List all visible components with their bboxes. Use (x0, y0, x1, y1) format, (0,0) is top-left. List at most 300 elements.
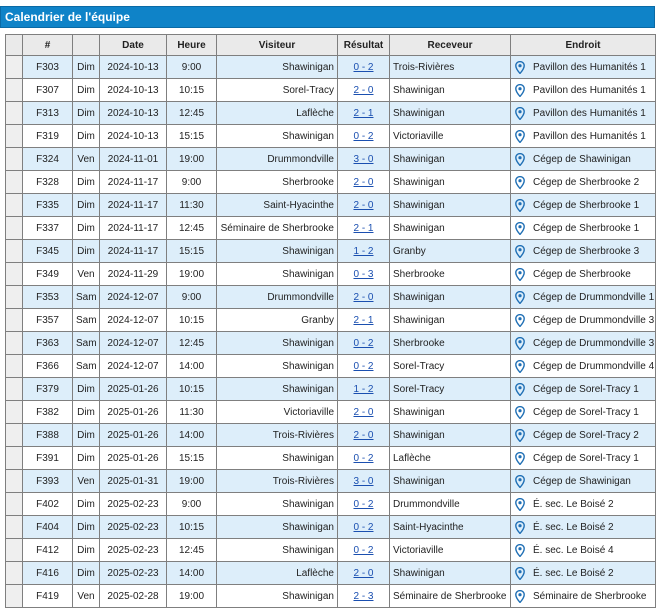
game-date: 2025-01-26 (100, 447, 167, 470)
location-name: Cégep de Sherbrooke 2 (533, 176, 640, 188)
location-cell (511, 148, 656, 171)
visitor-team: Sherbrooke (217, 171, 338, 194)
map-pin-icon[interactable] (515, 153, 527, 166)
row-select-cell (6, 493, 23, 516)
result-cell (338, 493, 390, 516)
location-name: Cégep de Shawinigan (533, 153, 631, 165)
game-date: 2025-02-28 (100, 585, 167, 608)
map-pin-icon[interactable] (515, 199, 527, 212)
location-cell (511, 585, 656, 608)
location-name: Cégep de Drummondville 3 (533, 337, 655, 349)
result-cell (338, 125, 390, 148)
game-time: 14:00 (167, 355, 217, 378)
game-number: F366 (23, 355, 73, 378)
result-cell (338, 332, 390, 355)
header-location: Endroit (511, 35, 656, 56)
location-name: Pavillon des Humanités 1 (533, 61, 646, 73)
row-select-cell (6, 240, 23, 263)
location-name: É. sec. Le Boisé 4 (533, 544, 614, 556)
game-date: 2024-10-13 (100, 125, 167, 148)
game-time: 14:00 (167, 562, 217, 585)
home-team: Shawinigan (390, 309, 511, 332)
location-name: Cégep de Sherbrooke 1 (533, 199, 640, 211)
location-cell (511, 447, 656, 470)
visitor-team: Victoriaville (217, 401, 338, 424)
game-number: F335 (23, 194, 73, 217)
table-row (6, 355, 656, 378)
game-date: 2024-11-17 (100, 217, 167, 240)
visitor-team: Shawinigan (217, 585, 338, 608)
game-day: Dim (73, 79, 100, 102)
location-cell (511, 401, 656, 424)
map-pin-icon[interactable] (515, 521, 527, 534)
result-link[interactable]: 0 - 2 (353, 61, 374, 73)
home-team: Laflèche (390, 447, 511, 470)
table-row (6, 171, 656, 194)
visitor-team: Drummondville (217, 286, 338, 309)
location-cell (511, 493, 656, 516)
row-select-cell (6, 309, 23, 332)
location-name: É. sec. Le Boisé 2 (533, 498, 614, 510)
header-home: Receveur (390, 35, 511, 56)
map-pin-icon[interactable] (515, 61, 527, 74)
location-cell (511, 171, 656, 194)
row-select-cell (6, 102, 23, 125)
table-row (6, 401, 656, 424)
visitor-team: Laflèche (217, 102, 338, 125)
row-select-cell (6, 171, 23, 194)
game-number: F324 (23, 148, 73, 171)
home-team: Shawinigan (390, 194, 511, 217)
game-number: F404 (23, 516, 73, 539)
game-time: 11:30 (167, 194, 217, 217)
result-cell (338, 355, 390, 378)
game-time: 9:00 (167, 493, 217, 516)
header-day (73, 35, 100, 56)
game-number: F419 (23, 585, 73, 608)
table-row (6, 79, 656, 102)
map-pin-icon[interactable] (515, 544, 527, 557)
game-day: Sam (73, 355, 100, 378)
table-row (6, 194, 656, 217)
game-number: F357 (23, 309, 73, 332)
row-select-cell (6, 286, 23, 309)
game-number: F391 (23, 447, 73, 470)
map-pin-icon[interactable] (515, 84, 527, 97)
game-time: 15:15 (167, 125, 217, 148)
map-pin-icon[interactable] (515, 429, 527, 442)
game-date: 2025-02-23 (100, 516, 167, 539)
visitor-team: Granby (217, 309, 338, 332)
location-name: Cégep de Shawinigan (533, 475, 631, 487)
game-date: 2025-02-23 (100, 539, 167, 562)
home-team: Victoriaville (390, 125, 511, 148)
result-cell (338, 240, 390, 263)
game-number: F303 (23, 56, 73, 79)
row-select-cell (6, 539, 23, 562)
result-link[interactable]: 2 - 0 (353, 291, 374, 303)
game-time: 14:00 (167, 424, 217, 447)
row-select-cell (6, 355, 23, 378)
game-day: Dim (73, 447, 100, 470)
visitor-team: Trois-Rivières (217, 470, 338, 493)
row-select-cell (6, 585, 23, 608)
location-cell (511, 309, 656, 332)
game-time: 9:00 (167, 286, 217, 309)
result-cell (338, 171, 390, 194)
game-number: F412 (23, 539, 73, 562)
result-cell (338, 309, 390, 332)
location-name: Cégep de Sorel-Tracy 1 (533, 383, 639, 395)
table-row (6, 447, 656, 470)
visitor-team: Shawinigan (217, 355, 338, 378)
table-row (6, 493, 656, 516)
home-team: Sherbrooke (390, 263, 511, 286)
location-cell (511, 332, 656, 355)
game-time: 9:00 (167, 56, 217, 79)
location-cell (511, 562, 656, 585)
home-team: Sherbrooke (390, 332, 511, 355)
game-number: F345 (23, 240, 73, 263)
result-cell (338, 539, 390, 562)
location-cell (511, 355, 656, 378)
result-link[interactable]: 0 - 2 (353, 521, 374, 533)
game-number: F363 (23, 332, 73, 355)
game-number: F393 (23, 470, 73, 493)
row-select-cell (6, 470, 23, 493)
row-select-cell (6, 447, 23, 470)
game-time: 10:15 (167, 309, 217, 332)
map-pin-icon[interactable] (515, 498, 527, 511)
location-name: Cégep de Drummondville 3 (533, 314, 655, 326)
home-team: Sorel-Tracy (390, 378, 511, 401)
game-time: 10:15 (167, 516, 217, 539)
game-day: Dim (73, 516, 100, 539)
location-cell (511, 470, 656, 493)
location-name: Cégep de Sorel-Tracy 2 (533, 429, 639, 441)
panel-title: Calendrier de l'équipe (0, 6, 655, 28)
location-cell (511, 539, 656, 562)
game-number: F382 (23, 401, 73, 424)
result-link[interactable]: 2 - 1 (353, 222, 374, 234)
result-cell (338, 56, 390, 79)
game-day: Dim (73, 194, 100, 217)
table-row (6, 378, 656, 401)
game-day: Dim (73, 401, 100, 424)
location-cell (511, 378, 656, 401)
location-name: Pavillon des Humanités 1 (533, 130, 646, 142)
result-link[interactable]: 2 - 3 (353, 590, 374, 602)
result-cell (338, 79, 390, 102)
visitor-team: Shawinigan (217, 332, 338, 355)
result-link[interactable]: 1 - 2 (353, 245, 374, 257)
result-link[interactable]: 0 - 2 (353, 337, 374, 349)
map-pin-icon[interactable] (515, 452, 527, 465)
location-cell (511, 125, 656, 148)
game-date: 2025-01-26 (100, 401, 167, 424)
map-pin-icon[interactable] (515, 590, 527, 603)
game-time: 12:45 (167, 332, 217, 355)
row-select-cell (6, 516, 23, 539)
visitor-team: Sorel-Tracy (217, 79, 338, 102)
result-cell (338, 378, 390, 401)
game-day: Ven (73, 585, 100, 608)
game-number: F379 (23, 378, 73, 401)
result-cell (338, 217, 390, 240)
location-name: Cégep de Sherbrooke (533, 268, 631, 280)
home-team: Shawinigan (390, 424, 511, 447)
game-time: 19:00 (167, 470, 217, 493)
location-cell (511, 240, 656, 263)
result-cell (338, 447, 390, 470)
table-row (6, 125, 656, 148)
game-date: 2024-12-07 (100, 355, 167, 378)
location-name: É. sec. Le Boisé 2 (533, 567, 614, 579)
header-row (6, 35, 656, 56)
row-select-cell (6, 401, 23, 424)
schedule-body (6, 56, 656, 608)
map-pin-icon[interactable] (515, 130, 527, 143)
table-row (6, 424, 656, 447)
map-pin-icon[interactable] (515, 383, 527, 396)
game-date: 2024-11-17 (100, 194, 167, 217)
header-number: # (23, 35, 73, 56)
visitor-team: Shawinigan (217, 56, 338, 79)
visitor-team: Laflèche (217, 562, 338, 585)
game-date: 2024-11-29 (100, 263, 167, 286)
row-select-cell (6, 79, 23, 102)
game-time: 12:45 (167, 217, 217, 240)
location-name: Cégep de Sherbrooke 1 (533, 222, 640, 234)
game-time: 15:15 (167, 240, 217, 263)
home-team: Séminaire de Sherbrooke (390, 585, 511, 608)
game-time: 10:15 (167, 79, 217, 102)
location-cell (511, 79, 656, 102)
game-day: Sam (73, 309, 100, 332)
game-day: Dim (73, 562, 100, 585)
game-day: Dim (73, 424, 100, 447)
home-team: Shawinigan (390, 562, 511, 585)
map-pin-icon[interactable] (515, 475, 527, 488)
result-link[interactable]: 0 - 3 (353, 268, 374, 280)
result-cell (338, 286, 390, 309)
home-team: Shawinigan (390, 286, 511, 309)
game-number: F349 (23, 263, 73, 286)
result-link[interactable]: 0 - 2 (353, 130, 374, 142)
result-link[interactable]: 1 - 2 (353, 383, 374, 395)
header-blank (6, 35, 23, 56)
game-day: Dim (73, 171, 100, 194)
result-link[interactable]: 0 - 2 (353, 544, 374, 556)
result-link[interactable]: 2 - 1 (353, 107, 374, 119)
game-number: F337 (23, 217, 73, 240)
game-number: F402 (23, 493, 73, 516)
table-row (6, 217, 656, 240)
map-pin-icon[interactable] (515, 222, 527, 235)
result-link[interactable]: 2 - 0 (353, 406, 374, 418)
game-time: 11:30 (167, 401, 217, 424)
result-link[interactable]: 2 - 0 (353, 84, 374, 96)
map-pin-icon[interactable] (515, 245, 527, 258)
game-date: 2024-11-01 (100, 148, 167, 171)
map-pin-icon[interactable] (515, 268, 527, 281)
header-visitor: Visiteur (217, 35, 338, 56)
result-cell (338, 102, 390, 125)
map-pin-icon[interactable] (515, 176, 527, 189)
location-name: Cégep de Sorel-Tracy 1 (533, 452, 639, 464)
table-row (6, 56, 656, 79)
row-select-cell (6, 378, 23, 401)
game-date: 2025-01-31 (100, 470, 167, 493)
location-name: Pavillon des Humanités 1 (533, 107, 646, 119)
map-pin-icon[interactable] (515, 107, 527, 120)
game-day: Dim (73, 56, 100, 79)
result-link[interactable]: 0 - 2 (353, 360, 374, 372)
game-time: 12:45 (167, 539, 217, 562)
location-cell (511, 194, 656, 217)
home-team: Shawinigan (390, 171, 511, 194)
map-pin-icon[interactable] (515, 360, 527, 373)
game-number: F313 (23, 102, 73, 125)
location-name: Pavillon des Humanités 1 (533, 84, 646, 96)
table-row (6, 585, 656, 608)
location-cell (511, 263, 656, 286)
game-day: Dim (73, 217, 100, 240)
row-select-cell (6, 148, 23, 171)
location-name: Cégep de Sherbrooke 3 (533, 245, 640, 257)
game-date: 2024-10-13 (100, 102, 167, 125)
game-date: 2024-12-07 (100, 286, 167, 309)
result-link[interactable]: 3 - 0 (353, 153, 374, 165)
location-cell (511, 102, 656, 125)
game-day: Dim (73, 378, 100, 401)
table-row (6, 332, 656, 355)
game-number: F307 (23, 79, 73, 102)
result-link[interactable]: 0 - 2 (353, 452, 374, 464)
result-link[interactable]: 0 - 2 (353, 498, 374, 510)
row-select-cell (6, 332, 23, 355)
game-time: 10:15 (167, 378, 217, 401)
row-select-cell (6, 263, 23, 286)
header-date: Date (100, 35, 167, 56)
result-link[interactable]: 2 - 0 (353, 176, 374, 188)
table-row (6, 263, 656, 286)
visitor-team: Trois-Rivières (217, 424, 338, 447)
result-cell (338, 585, 390, 608)
result-link[interactable]: 3 - 0 (353, 475, 374, 487)
game-date: 2024-11-17 (100, 240, 167, 263)
game-day: Ven (73, 148, 100, 171)
home-team: Victoriaville (390, 539, 511, 562)
visitor-team: Shawinigan (217, 516, 338, 539)
game-time: 19:00 (167, 263, 217, 286)
map-pin-icon[interactable] (515, 291, 527, 304)
result-cell (338, 401, 390, 424)
game-date: 2024-10-13 (100, 79, 167, 102)
table-row (6, 102, 656, 125)
result-link[interactable]: 2 - 1 (353, 314, 374, 326)
map-pin-icon[interactable] (515, 314, 527, 327)
row-select-cell (6, 424, 23, 447)
table-row (6, 148, 656, 171)
location-name: É. sec. Le Boisé 2 (533, 521, 614, 533)
table-row (6, 470, 656, 493)
result-cell (338, 424, 390, 447)
game-date: 2024-10-13 (100, 56, 167, 79)
game-number: F328 (23, 171, 73, 194)
schedule-table (5, 34, 656, 608)
result-cell (338, 562, 390, 585)
game-date: 2024-11-17 (100, 171, 167, 194)
game-number: F319 (23, 125, 73, 148)
home-team: Shawinigan (390, 217, 511, 240)
result-cell (338, 516, 390, 539)
table-row (6, 562, 656, 585)
home-team: Trois-Rivières (390, 56, 511, 79)
game-date: 2025-02-23 (100, 562, 167, 585)
location-cell (511, 516, 656, 539)
visitor-team: Séminaire de Sherbrooke (217, 217, 338, 240)
table-row (6, 240, 656, 263)
result-cell (338, 194, 390, 217)
game-day: Dim (73, 125, 100, 148)
game-day: Ven (73, 263, 100, 286)
location-cell (511, 56, 656, 79)
visitor-team: Saint-Hyacinthe (217, 194, 338, 217)
visitor-team: Shawinigan (217, 378, 338, 401)
result-link[interactable]: 2 - 0 (353, 199, 374, 211)
location-name: Séminaire de Sherbrooke (533, 590, 647, 602)
game-date: 2024-12-07 (100, 332, 167, 355)
visitor-team: Shawinigan (217, 263, 338, 286)
game-day: Sam (73, 332, 100, 355)
game-time: 9:00 (167, 171, 217, 194)
game-day: Dim (73, 539, 100, 562)
location-cell (511, 424, 656, 447)
visitor-team: Shawinigan (217, 493, 338, 516)
result-link[interactable]: 2 - 0 (353, 429, 374, 441)
map-pin-icon[interactable] (515, 567, 527, 580)
game-number: F353 (23, 286, 73, 309)
row-select-cell (6, 562, 23, 585)
table-row (6, 516, 656, 539)
map-pin-icon[interactable] (515, 406, 527, 419)
result-cell (338, 470, 390, 493)
location-name: Cégep de Sorel-Tracy 1 (533, 406, 639, 418)
table-row (6, 286, 656, 309)
game-day: Dim (73, 102, 100, 125)
game-number: F388 (23, 424, 73, 447)
home-team: Drummondville (390, 493, 511, 516)
home-team: Saint-Hyacinthe (390, 516, 511, 539)
game-date: 2024-12-07 (100, 309, 167, 332)
visitor-team: Drummondville (217, 148, 338, 171)
map-pin-icon[interactable] (515, 337, 527, 350)
home-team: Sorel-Tracy (390, 355, 511, 378)
result-link[interactable]: 2 - 0 (353, 567, 374, 579)
game-day: Sam (73, 286, 100, 309)
row-select-cell (6, 125, 23, 148)
game-date: 2025-02-23 (100, 493, 167, 516)
game-time: 12:45 (167, 102, 217, 125)
table-row (6, 539, 656, 562)
location-name: Cégep de Drummondville 4 (533, 360, 655, 372)
header-result: Résultat (338, 35, 390, 56)
game-day: Ven (73, 470, 100, 493)
game-number: F416 (23, 562, 73, 585)
result-cell (338, 148, 390, 171)
game-day: Dim (73, 493, 100, 516)
